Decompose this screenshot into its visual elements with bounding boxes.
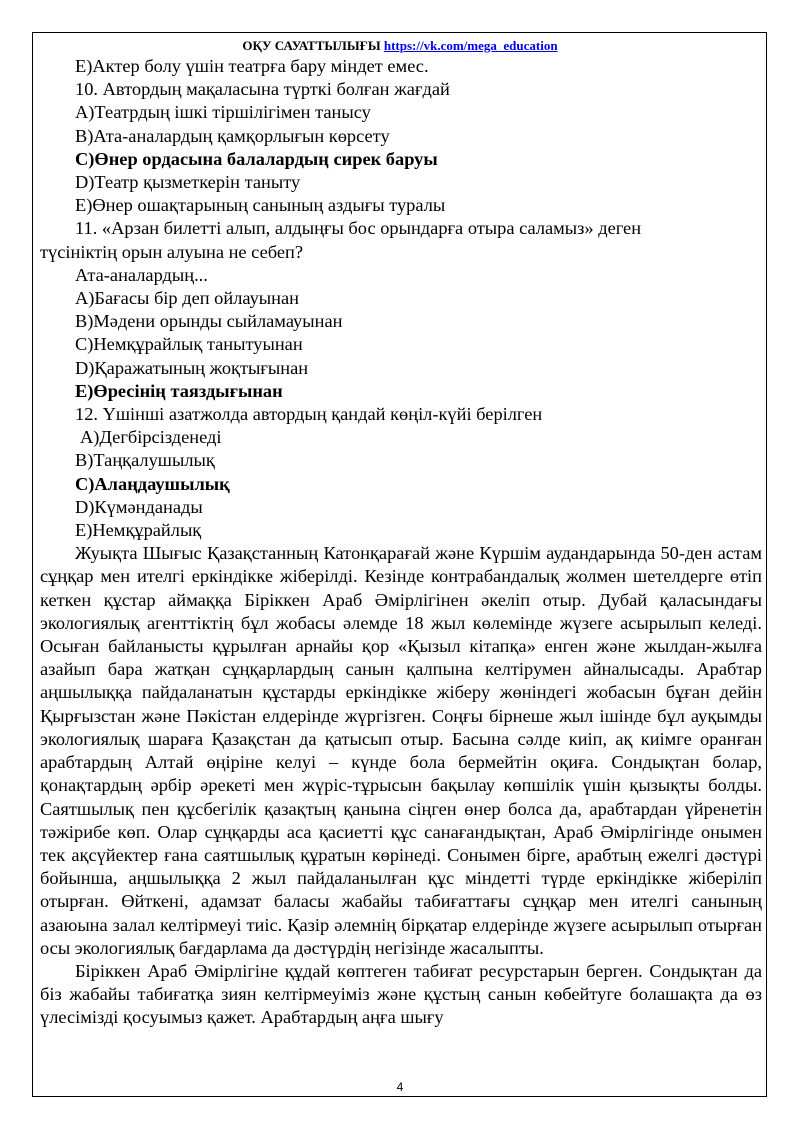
answer-option: C)Немқұрайлық танытуынан — [75, 334, 303, 355]
document-body — [40, 55, 762, 1030]
answer-option: D)Театр қызметкерін таныту — [75, 172, 301, 193]
answer-option: E)Актер болу үшін театрға бару міндет емес. — [75, 56, 429, 76]
answer-option: B)Таңқалушылық — [75, 450, 215, 471]
header-link[interactable]: https://vk.com/mega_education — [383, 38, 558, 53]
answer-option: D)Қаражатының жоқтығынан — [75, 357, 309, 378]
question-11-stem: Ата-аналардың... — [75, 264, 208, 285]
answer-option: D)Күмәнданады — [75, 496, 203, 517]
question-10: 10. Автордың мақаласына түрткі болған жағдай — [75, 79, 450, 100]
answer-option: A)Бағасы бір деп ойлауынан — [75, 288, 300, 309]
correct-answer: E)Өресінің таяздығынан — [75, 380, 283, 401]
question-11: 11. «Арзан билетті алып, алдыңғы бос орындарға отыра саламыз» деген — [75, 218, 642, 239]
answer-option: A)Театрдың ішкі тіршілігімен танысу — [75, 102, 371, 123]
question-12: 12. Үшінші азатжолда автордың қандай көңіл-күйі берілген — [75, 404, 543, 425]
correct-answer: C)Алаңдаушылық — [75, 473, 230, 494]
answer-option: E)Немқұрайлық — [75, 520, 202, 541]
page-header — [0, 38, 800, 54]
answer-option: B)Ата-аналардың қамқорлығын көрсету — [75, 125, 390, 146]
header-title: ОҚУ САУАТТЫЛЫҒЫ — [242, 38, 381, 53]
correct-answer: C)Өнер ордасына балалардың сирек баруы — [75, 148, 438, 169]
answer-option: A)Дегбірсізденеді — [80, 427, 222, 448]
question-11-continued: түсініктің орын алуына не себеп? — [40, 241, 304, 262]
answer-option: B)Мәдени орынды сыйламауынан — [75, 311, 343, 332]
text-paragraph: Жуықта Шығыс Қазақстанның Катонқарағай және Күршім аудандарында 50-ден астам сұңқар мен ителгі еркіндікке жіберілді. Кезінде контрабандалық жолмен шетелдерге өтіп кеткен құстар аймаққа Біріккен Араб Әмірлігінен әкеліп отыр. Дубай қаласындағы экологиялық агенттіктің бұл жобасы әлемде 18 жыл көлемінде жүзеге асырылып келеді. Осыған байланысты құрылған арнайы қор «Қызыл кітапқа» енген және жылдан-жылға азайып бара жатқан сұңқарлардың санын қалпына келтірумен айналысады. Арабтар аңшылыққа пайдаланатын құстарды еркіндікке жіберу жөніндегі жобасын бұған дейін Қырғызстан және Пәкістан елдерінде жүргізген. Соңғы бірнеше жыл ішінде бұл ауқымды экологиялық шараға Қазақстан да қатысып отыр. Басына сәлде киіп, ақ киімге оранған арабтардың Алтай өңіріне келуі – күнде бола бермейтін оқиға. Сондықтан болар, қонақтардың әрбір әрекеті мен жүріс-тұрысын бақылау көпшілік үшін қызықты болды. Саятшылық пен құсбегілік қазақтың қанына сіңген өнер болса да, арабтардан үйренетін тәжірибе көп. Олар сұңқарды аса қасиетті құс санағандықтан, Араб Әмірлігінде онымен тек ақсүйектер ғана саятшылық құратын көрінеді. Сонымен бірге, арабтың ежелгі дәстүрі бойынша, аңшылыққа 2 жыл пайдаланылған құс міндетті түрде еркіндікке жіберіліп отырған. Өйткені, адамзат баласы жабайы табиғаттағы сұңқар мен ителгі санының азаюына залал келтірмеуі тиіс. Қазір әлемнің бірқатар елдерінде жүзеге асырылып отырған осы экологиялық бағдарлама да дәстүрдің негізінде жасалыпты. — [40, 543, 762, 958]
text-paragraph: Біріккен Араб Әмірлігіне құдай көптеген табиғат ресурстарын берген. Сондықтан да біз жабайы табиғатқа зиян келтірмеуіміз және құстың санын көбейтуге болашақта да өз үлесімізді қосуымыз қажет. Арабтардың аңға шығу — [40, 960, 762, 1028]
page-number: 4 — [396, 1080, 404, 1094]
answer-option: E)Өнер ошақтарының санының аздығы туралы — [75, 195, 446, 216]
